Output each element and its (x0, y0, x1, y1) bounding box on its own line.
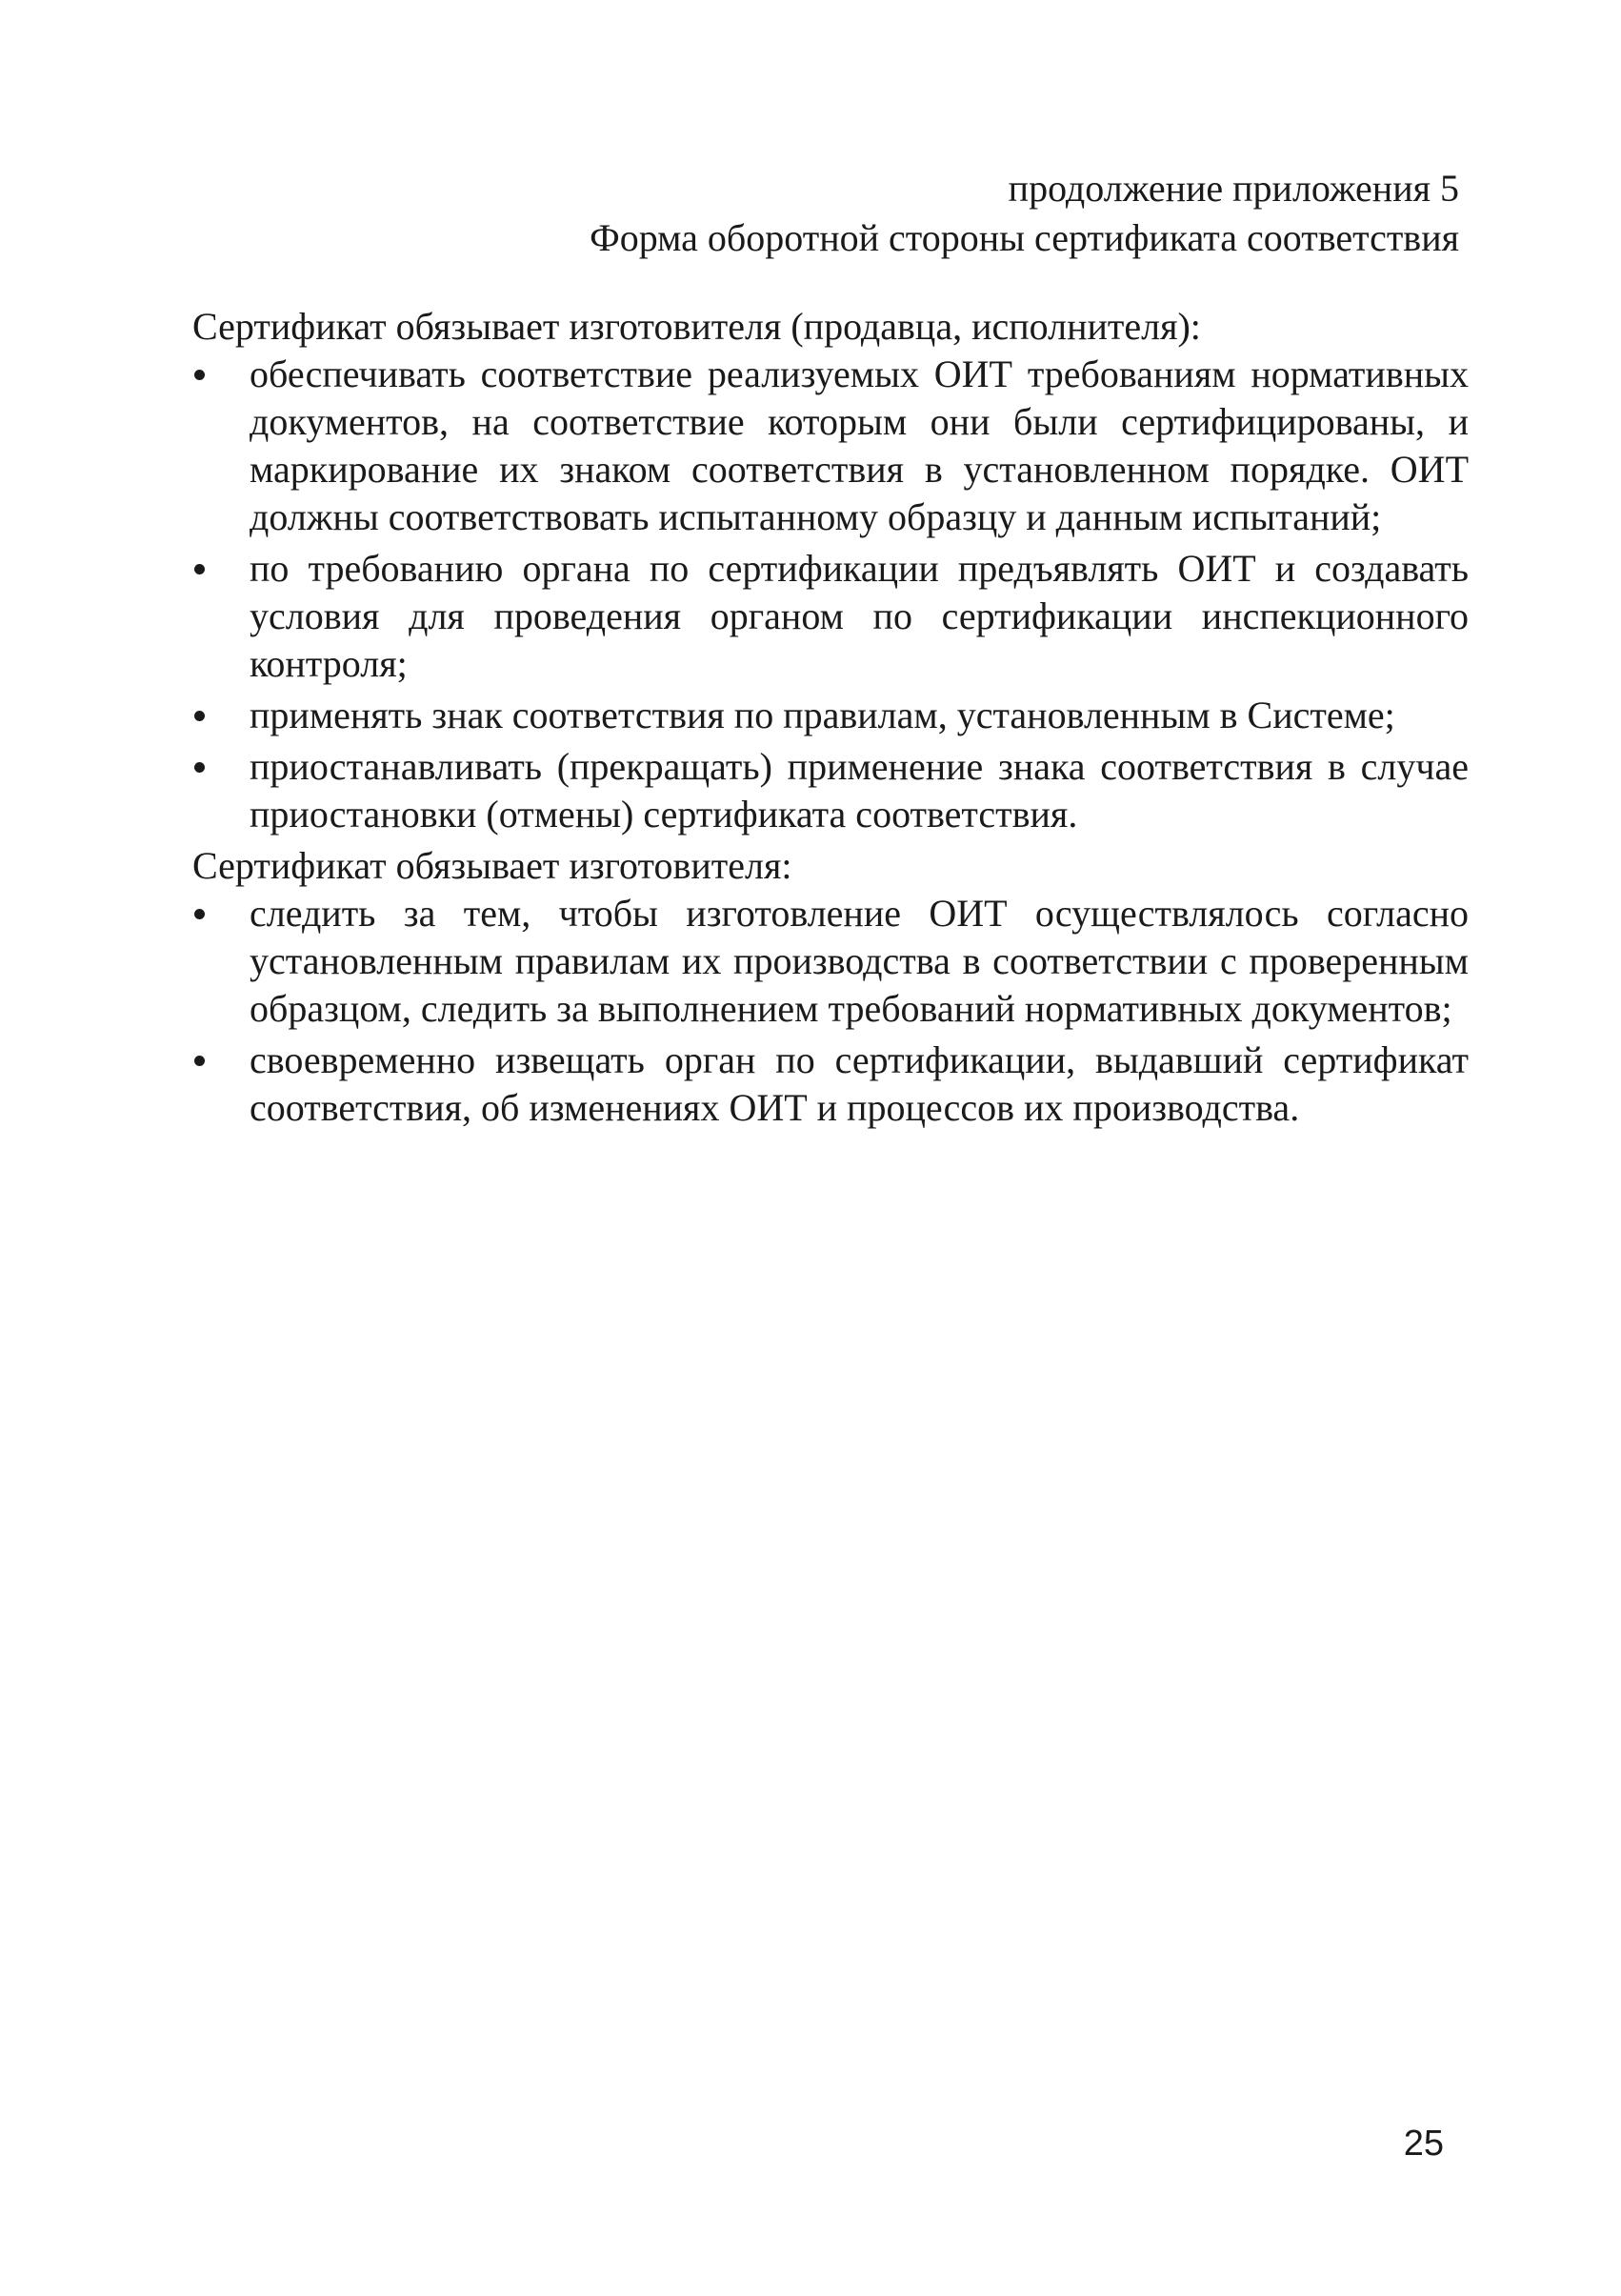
bullet-icon (194, 762, 205, 773)
list-item-text: по требованию органа по сертификации предъявлять ОИТ и создавать условия для проведения органом по сертификации инспекционного контроля; (250, 547, 1469, 685)
list-item-text: своевременно извещать орган по сертификации, выдавший сертификат соответствия, об изменениях ОИТ и процессов их производства. (250, 1038, 1469, 1129)
bullet-icon (194, 909, 205, 919)
bullet-icon (194, 1056, 205, 1066)
appendix-continuation: продолжение приложения 5 (1008, 167, 1459, 210)
list-item (192, 545, 1469, 688)
list-item (192, 1037, 1469, 1132)
bullet-icon (194, 370, 205, 380)
list-item (192, 890, 1469, 1033)
bullet-icon (194, 564, 205, 574)
document-body (192, 303, 1469, 1136)
bullet-icon (194, 711, 205, 721)
page-number: 25 (1403, 2124, 1444, 2164)
list-item-text: приостанавливать (прекращать) применение знака соответствия в случае приостановки (отмены) сертификата соответствия. (250, 745, 1469, 836)
list-item-text: следить за тем, чтобы изготовление ОИТ осуществлялось согласно установленным правилам их производства в соответствии с проверенным образцом, следить за выполнением требований нормативных документов; (250, 892, 1469, 1030)
section2-list (192, 890, 1469, 1132)
list-item (192, 692, 1469, 739)
form-title: Форма оборотной стороны сертификата соответствия (590, 216, 1459, 259)
list-item-text: применять знак соответствия по правилам, установленным в Системе; (250, 694, 1395, 736)
page-header (590, 164, 1459, 263)
list-item (192, 743, 1469, 838)
list-item (192, 351, 1469, 541)
section1-list (192, 351, 1469, 838)
section1-intro: Сертификат обязывает изготовителя (продавца, исполнителя): (192, 305, 1201, 348)
section2-intro: Сертификат обязывает изготовителя: (192, 844, 792, 887)
list-item-text: обеспечивать соответствие реализуемых ОИТ требованиям нормативных документов, на соответствие которым они были сертифицированы, и маркирование их знаком соответствия в установленном порядке. ОИТ должны соответствовать испытанному образцу и данным испытаний; (250, 352, 1469, 538)
